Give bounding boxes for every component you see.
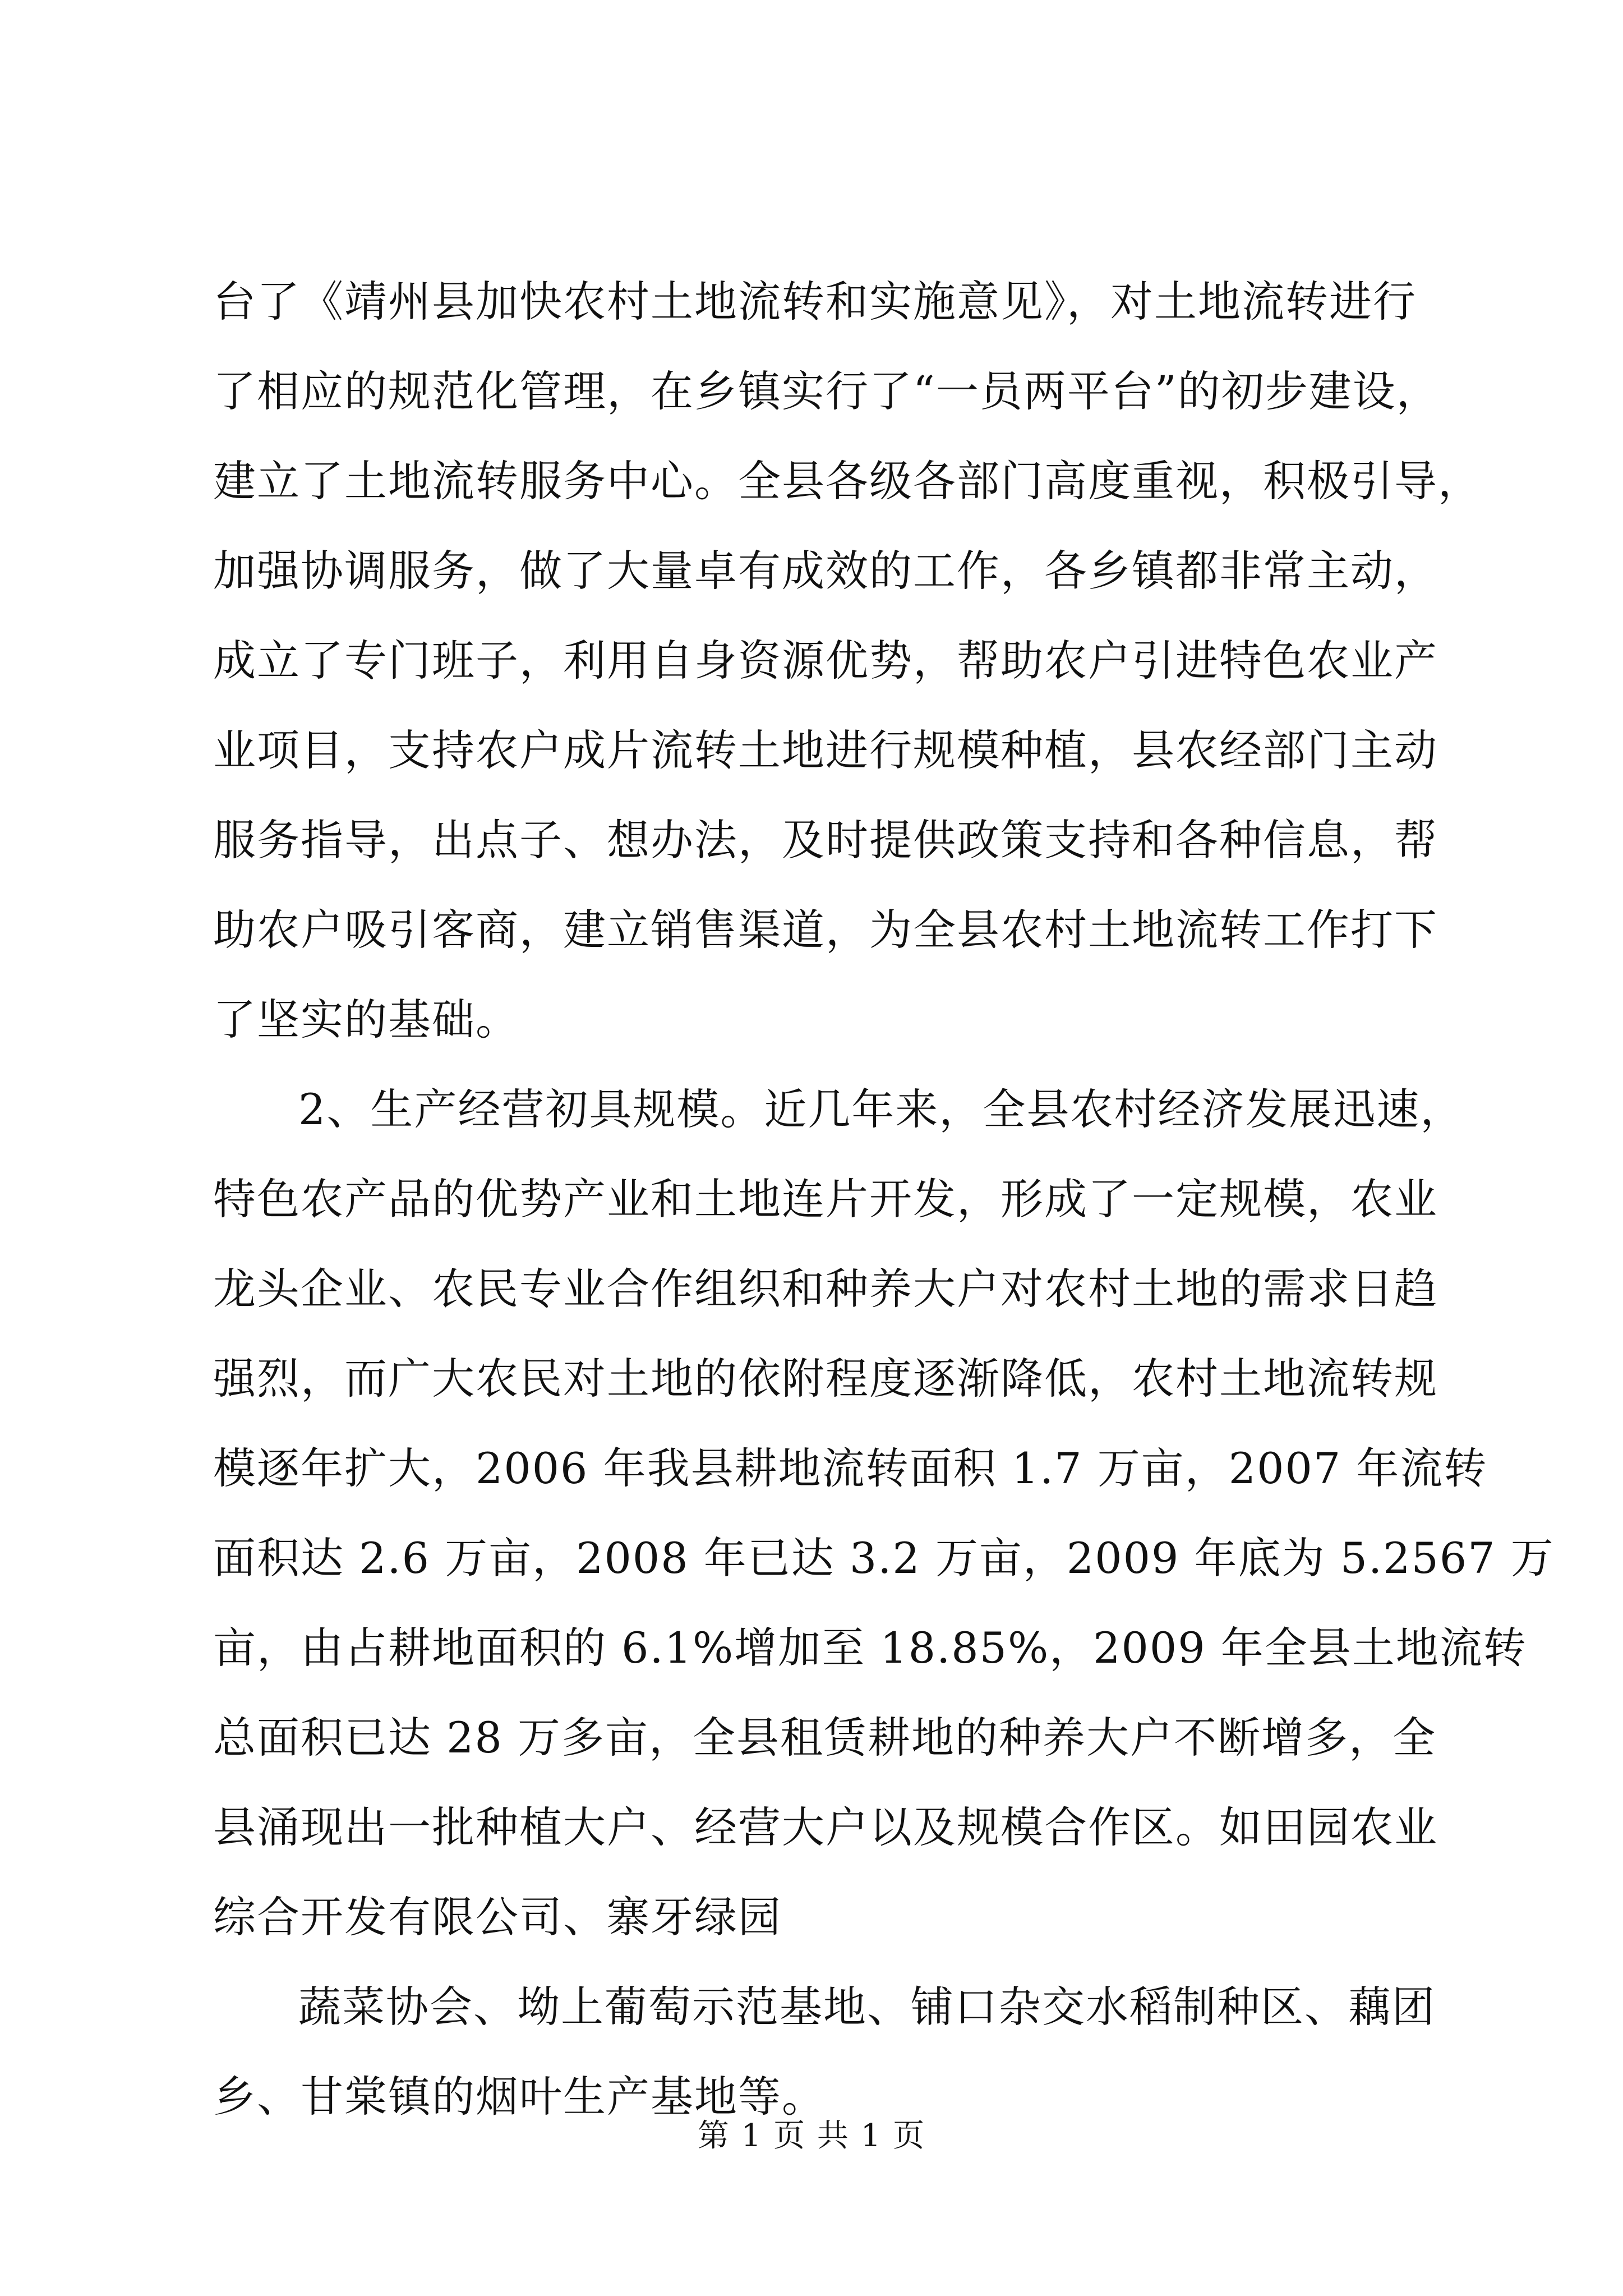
text-line: 建立了土地流转服务中心。全县各级各部门高度重视，积极引导，: [213, 456, 1482, 506]
paragraph-1: [213, 257, 1482, 1065]
text-line: 助农户吸引客商，建立销售渠道，为全县农村土地流转工作打下: [213, 905, 1438, 955]
text-line: 乡、甘棠镇的烟叶生产基地等。: [213, 2072, 826, 2122]
text-line: 综合开发有限公司、寨牙绿园: [213, 1892, 782, 1942]
page-footer: [0, 2114, 1623, 2159]
text-line: 了坚实的基础。: [213, 995, 519, 1045]
text-line: 服务指导，出点子、想办法，及时提供政策支持和各种信息，帮: [213, 815, 1438, 865]
text-line: 了相应的规范化管理，在乡镇实行了“一员两平台”的初步建设，: [213, 366, 1440, 416]
body-text: [213, 257, 1555, 2142]
text-line: 台了《靖州县加快农村土地流转和实施意见》，对土地流转进行: [213, 277, 1417, 326]
paragraph-2: [213, 1065, 1555, 1962]
text-line: 面积达 2.6 万亩，2008 年已达 3.2 万亩，2009 年底为 5.2567 万: [213, 1533, 1555, 1583]
text-line: 2、生产经营初具规模。近几年来，全县农村经济发展迅速，: [298, 1084, 1464, 1134]
text-line: 蔬菜协会、坳上葡萄示范基地、铺口杂交水稻制种区、藕团: [298, 1982, 1436, 2032]
text-line: 成立了专门班子，利用自身资源优势，帮助农户引进特色农业产: [213, 636, 1438, 685]
text-line: 龙头企业、农民专业合作组织和种养大户对农村土地的需求日趋: [213, 1264, 1438, 1314]
text-line: 加强协调服务，做了大量卓有成效的工作，各乡镇都非常主动，: [213, 546, 1438, 596]
text-line: 强烈，而广大农民对土地的依附程度逐渐降低，农村土地流转规: [213, 1354, 1438, 1404]
text-line: 业项目，支持农户成片流转土地进行规模种植，县农经部门主动: [213, 725, 1438, 775]
text-line: 模逐年扩大，2006 年我县耕地流转面积 1.7 万亩，2007 年流转: [213, 1443, 1488, 1493]
text-line: 特色农产品的优势产业和土地连片开发，形成了一定规模，农业: [213, 1174, 1438, 1224]
text-line: 县涌现出一批种植大户、经营大户以及规模合作区。如田园农业: [213, 1802, 1438, 1852]
text-line: 总面积已达 28 万多亩，全县租赁耕地的种养大户不断增多，全: [213, 1713, 1437, 1763]
text-line: 亩，由占耕地面积的 6.1%增加至 18.85%，2009 年全县土地流转: [213, 1623, 1527, 1673]
page-number-label: 第 1 页 共 1 页: [697, 2118, 926, 2154]
